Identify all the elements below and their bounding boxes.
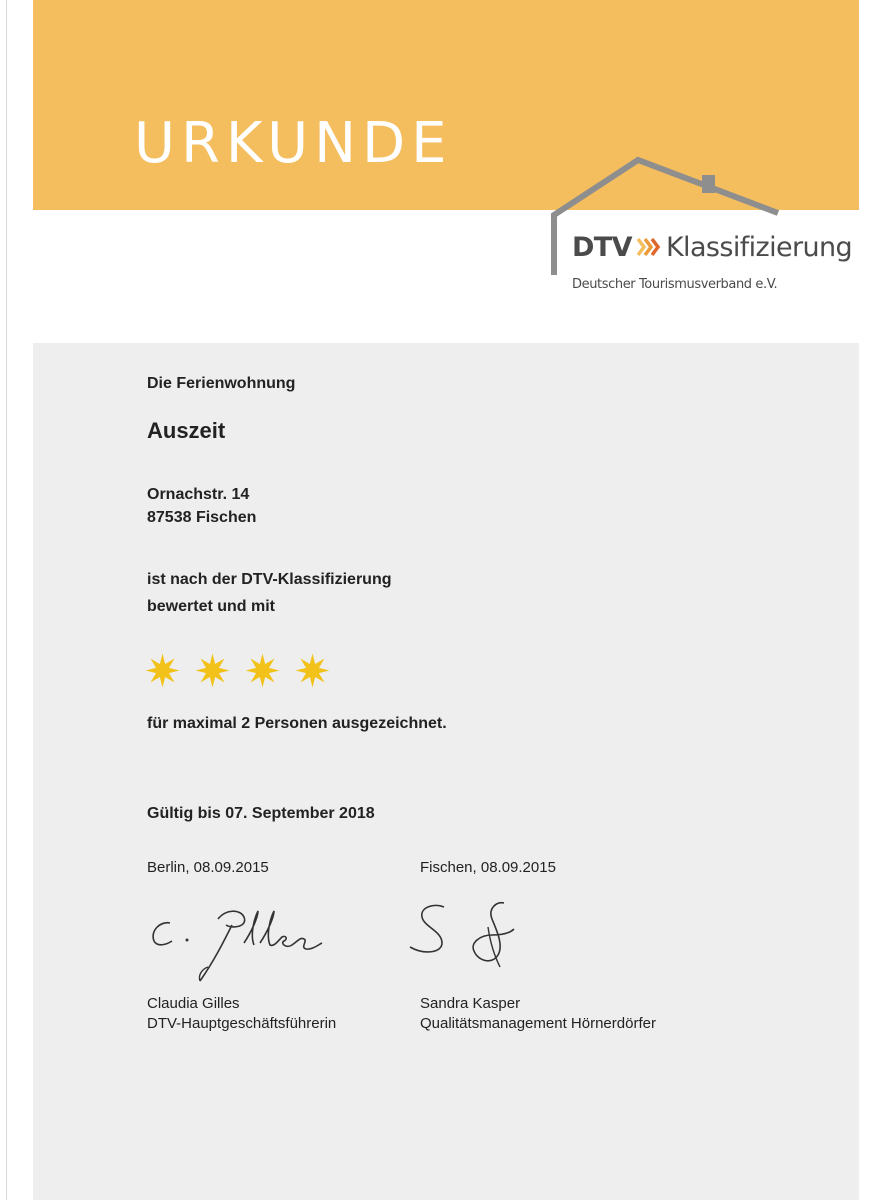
logo-klassifizierung-text: Klassifizierung — [665, 232, 853, 263]
dtv-logo — [572, 234, 852, 261]
logo-organization: Deutscher Tourismusverband e.V. — [572, 277, 778, 292]
capacity-text: für maximal 2 Personen ausgezeichnet. — [147, 715, 447, 732]
right-signature — [400, 895, 530, 975]
city-address: 87538 Fischen — [147, 509, 257, 526]
star-icon — [245, 653, 280, 688]
star-icon — [295, 653, 330, 688]
star-icon — [195, 653, 230, 688]
certificate-body — [33, 343, 859, 1200]
statement-line-1: ist nach der DTV-Klassifizierung — [147, 571, 392, 588]
right-place-date: Fischen, 08.09.2015 — [420, 859, 556, 876]
star-rating — [145, 653, 330, 688]
validity-text: Gültig bis 07. September 2018 — [147, 805, 375, 822]
statement-line-2: bewertet und mit — [147, 598, 276, 615]
left-place-date: Berlin, 08.09.2015 — [147, 859, 269, 876]
street-address: Ornachstr. 14 — [147, 486, 250, 503]
chevrons-icon — [636, 236, 662, 258]
right-signatory-role: Qualitätsmanagement Hörnerdörfer — [420, 1015, 656, 1032]
certificate-title: URKUNDE — [134, 111, 453, 176]
left-signatory-name: Claudia Gilles — [147, 995, 240, 1012]
property-name: Auszeit — [147, 418, 226, 443]
logo-dtv-text: DTV — [572, 232, 632, 263]
star-icon — [145, 653, 180, 688]
left-signatory-role: DTV-Hauptgeschäftsführerin — [147, 1015, 337, 1032]
intro-text: Die Ferienwohnung — [147, 375, 296, 392]
left-signature — [140, 895, 340, 985]
right-signatory-name: Sandra Kasper — [420, 995, 521, 1012]
scan-edge-line — [6, 0, 7, 1200]
scan-margin-left — [0, 0, 33, 1200]
scan-margin-right — [859, 0, 873, 1200]
